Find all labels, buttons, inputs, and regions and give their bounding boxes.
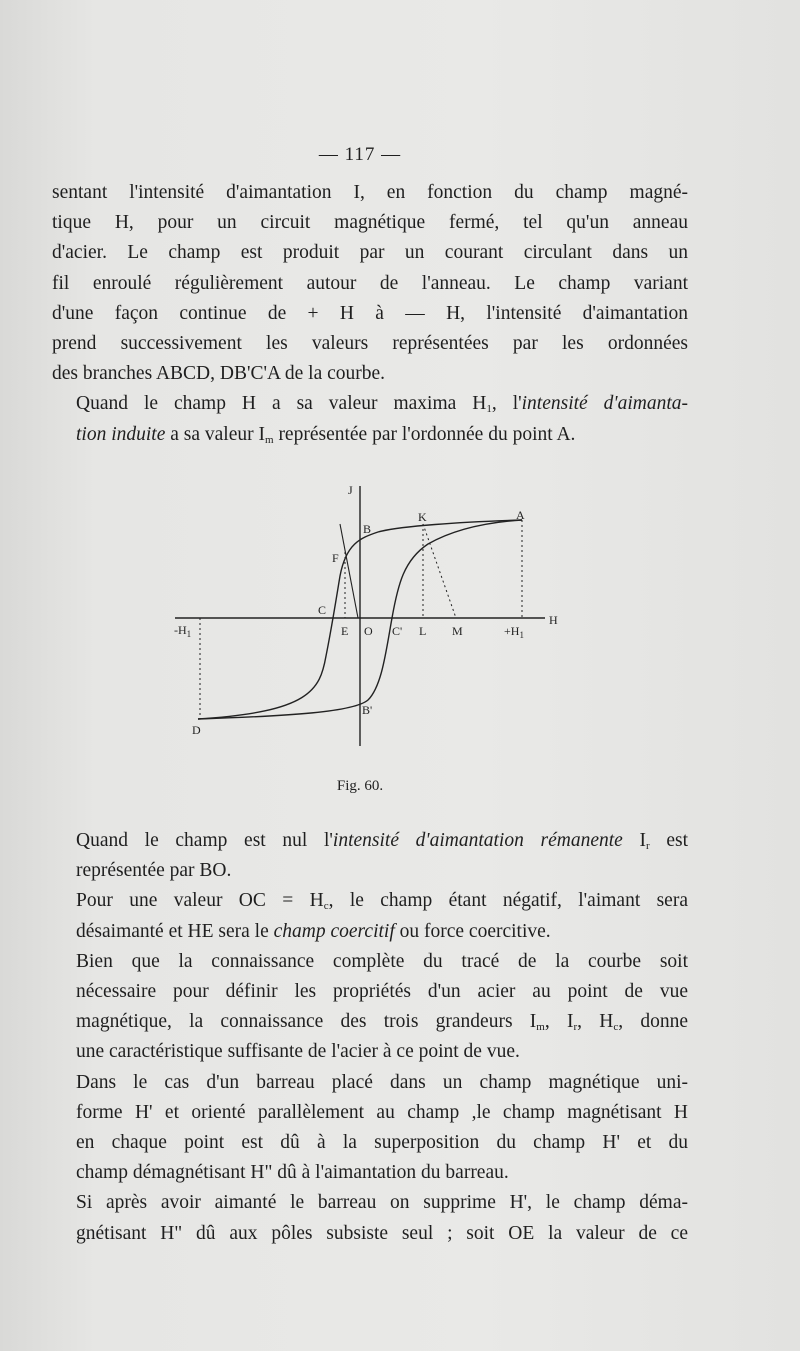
hysteresis-diagram (160, 476, 580, 746)
text-line: d'acier. Le champ est produit par un courant circulant dans un (52, 242, 688, 264)
text-line: Quand le champ est nul l'intensité d'aimantation rémanente $I_r$ est (76, 830, 688, 852)
text-line: une caractéristique suffisante de l'acier à ce point de vue. (76, 1041, 520, 1063)
text-line: sentant l'intensité d'aimantation I, en fonction du champ magné- (52, 182, 688, 203)
paragraph-supprime (52, 1188, 688, 1248)
line-fe (340, 524, 358, 618)
text-line: fil enroulé régulièrement autour de l'anneau. Le champ variant (52, 272, 688, 294)
text-line: tique H, pour un circuit magnétique fermé, tel qu'un anneau (52, 212, 688, 234)
text-line: représentée par BO. (76, 860, 232, 882)
label-b: B (363, 522, 372, 536)
label-k: K (418, 510, 427, 524)
text-block-top (52, 178, 688, 450)
text-line: d'une façon continue de + H à — H, l'intensité d'aimantation (52, 302, 688, 324)
label-h: H (549, 613, 558, 627)
text-line: champ démagnétisant H" dû à l'aimantation du barreau. (76, 1162, 509, 1184)
text-line: Quand le champ H a sa valeur maxima $H_1$, l'intensité d'aimanta- (76, 393, 689, 416)
hysteresis-figure (160, 476, 580, 746)
label-c: C (318, 603, 327, 617)
text-line: en chaque point est dû à la superposition du champ H' et du (76, 1132, 688, 1154)
paragraph-coercitif (52, 886, 688, 946)
text-line: magnétique, la connaissance des trois grandeurs $I_m$, $I_r$, $H_c$, donne (76, 1011, 689, 1034)
text-line: Si après avoir aimanté le barreau on supprime H', le champ déma- (76, 1192, 688, 1214)
paragraph-connaissance (52, 947, 688, 1068)
label-plus-h1: $+H_1$ (504, 624, 524, 640)
label-minus-h1: $-H_1$ (174, 623, 192, 639)
paragraph-barreau (52, 1068, 688, 1189)
text-line: Bien que la connaissance complète du tracé de la courbe soit (76, 950, 688, 972)
text-line: des branches ABCD, DB'C'A de la courbe. (52, 363, 386, 385)
figure-caption: Fig. 60. (336, 778, 384, 794)
text-line: forme H' et orienté parallèlement au champ ,le champ magnétisant H (76, 1101, 688, 1123)
text-line: Pour une valeur OC = $H_c$, le champ étant négatif, l'aimant sera (76, 890, 688, 913)
text-line: prend successivement les valeurs représentées par les ordonnées (52, 333, 688, 355)
text-line: tion induite a sa valeur $I_m$ représentée par l'ordonnée du point A. (76, 423, 576, 446)
label-b-prime: B' (362, 703, 373, 717)
paragraph-intensite-induite (52, 389, 688, 449)
label-j: J (348, 483, 353, 497)
label-m: M (452, 624, 463, 638)
text-block-bottom (52, 826, 688, 1249)
paragraph-remanente (52, 826, 688, 886)
label-e: E (341, 624, 349, 638)
text-line: gnétisant H" dû aux pôles subsiste seul ; soit OE la valeur de ce (76, 1222, 688, 1244)
label-c-prime: C' (392, 624, 403, 638)
text-line: nécessaire pour définir les propriétés d'un acier au point de vue (76, 981, 688, 1003)
label-a: A (516, 508, 525, 522)
label-l: L (419, 624, 427, 638)
label-o: O (364, 624, 373, 638)
label-f: F (332, 551, 339, 565)
page-number: — 117 — (318, 144, 402, 165)
paragraph-hysteresis-intro (52, 178, 688, 389)
text-line: désaimanté et HE sera le champ coercitif ou force coercitive. (76, 920, 551, 942)
text-line: Dans le cas d'un barreau placé dans un champ magnétique uni- (76, 1071, 688, 1093)
label-d: D (192, 723, 201, 737)
